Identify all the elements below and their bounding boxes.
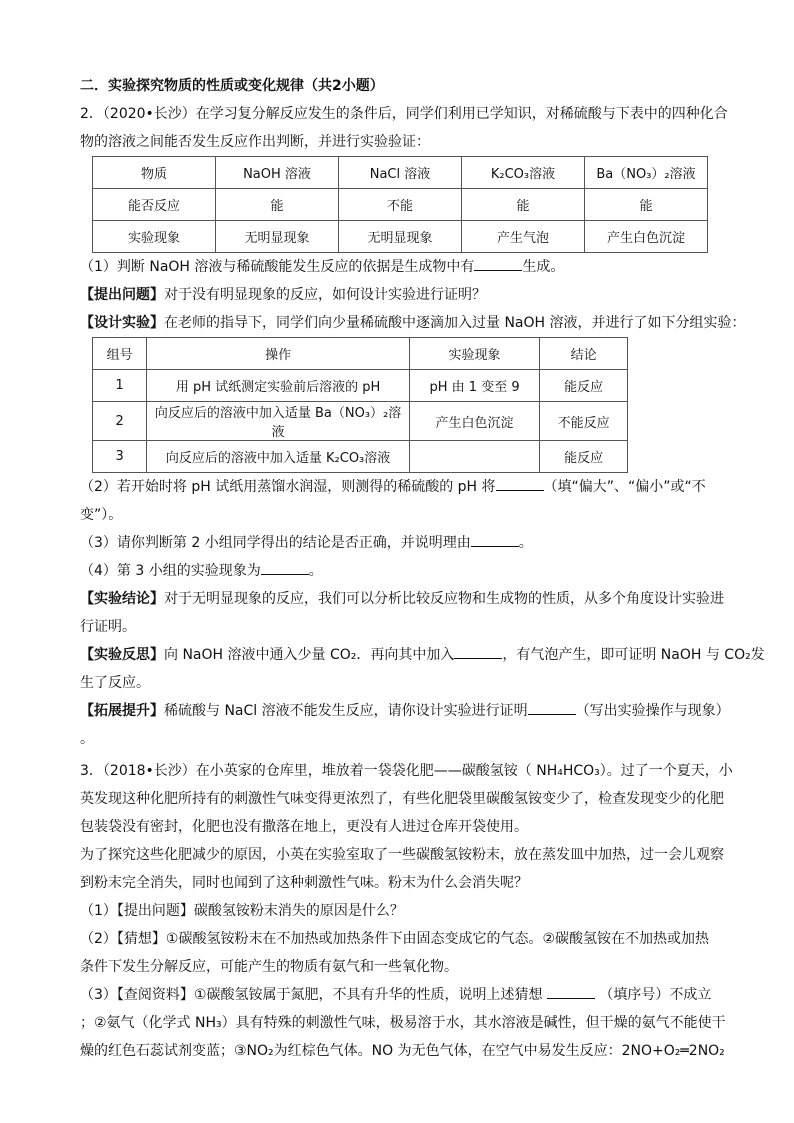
q2-part-4-text: （4）第 3 小组的实验现象为	[80, 563, 261, 579]
reflection-text: 向 NaOH 溶液中通入少量 CO₂．再向其中加入	[164, 647, 455, 663]
table-row	[93, 189, 708, 221]
table-row	[93, 441, 628, 473]
q2-part-4-tail: 。	[308, 563, 323, 579]
document-page	[80, 70, 765, 1065]
table-header-cell: NaOH 溶液	[216, 157, 339, 189]
table-header-cell: 物质	[93, 157, 216, 189]
conclusion-line-2: 行证明。	[80, 619, 136, 635]
reflection-line	[80, 641, 765, 669]
table-header-cell: 操作	[147, 338, 409, 370]
table-cell: 无明显现象	[216, 221, 339, 253]
table-cell: 实验现象	[93, 221, 216, 253]
answer-blank[interactable]	[474, 256, 522, 271]
table-header-cell: 结论	[540, 338, 628, 370]
table-cell: 能否反应	[93, 189, 216, 221]
q2-part-2-text: （2）若开始时将 pH 试纸用蒸馏水润湿，则测得的稀硫酸的 pH 将	[80, 479, 496, 495]
answer-blank[interactable]	[454, 644, 502, 659]
design-experiment-line	[80, 309, 746, 337]
table-header-cell: 组号	[93, 338, 147, 370]
q3-line-3: 包装袋没有密封，化肥也没有撒落在地上，更没有人进过仓库开袋使用。	[80, 819, 528, 835]
q2-part-2	[80, 473, 720, 501]
table-cell: 能	[585, 189, 708, 221]
q2-part-1-text: （1）判断 NaOH 溶液与稀硫酸能发生反应的依据是生成物中有	[80, 259, 475, 275]
table-cell: 用 pH 试纸测定实验前后溶液的 pH	[147, 370, 409, 402]
q2-part-3-text: （3）请你判断第 2 小组同学得出的结论是否正确，并说明理由	[80, 535, 471, 551]
table-cell: pH 由 1 变至 9	[409, 370, 540, 402]
q2-part-2-cont: 变”）。	[80, 507, 123, 523]
table-header-row	[93, 157, 708, 189]
reflection-label: 【实验反思】	[80, 647, 164, 663]
table-cell: 能	[216, 189, 339, 221]
q2-part-3-tail: 。	[518, 535, 533, 551]
ask-question-text: 对于没有明显现象的反应，如何设计实验进行证明？	[164, 287, 486, 303]
expansion-text-2: （写出实验操作与现象）	[575, 703, 730, 719]
q2-intro-line-1: 2．（2020•长沙）在学习复分解反应发生的条件后，同学们利用已学知识，对稀硫酸与下表中的四种化合	[80, 106, 728, 122]
answer-blank[interactable]	[547, 984, 595, 999]
answer-blank[interactable]	[471, 532, 519, 547]
conclusion-line	[80, 585, 724, 613]
section-title: 二．实验探究物质的性质或变化规律（共2小题）	[80, 78, 384, 94]
table-cell	[409, 441, 540, 473]
group-experiment-table	[92, 337, 628, 473]
expansion-label: 【拓展提升】	[80, 703, 164, 719]
table-header-cell: K₂CO₃溶液	[462, 157, 585, 189]
ask-question-label: 【提出问题】	[80, 287, 164, 303]
q3-line-2: 英发现这种化肥所持有的刺激性气味变得更浓烈了，有些化肥袋里碳酸氢铵变少了，检查发现变少的化肥	[80, 791, 724, 807]
table-row	[93, 370, 628, 402]
answer-blank[interactable]	[261, 560, 309, 575]
table-cell: 能反应	[540, 370, 628, 402]
q3-line-9	[80, 981, 720, 1009]
expansion-line-2: 。	[80, 731, 94, 747]
table-cell: 3	[93, 441, 147, 473]
table-header-cell: Ba（NO₃）₂溶液	[585, 157, 708, 189]
reflection-line-2: 生了反应。	[80, 675, 150, 691]
q3-line-7: （2）【猜想】①碳酸氢铵粉末在不加热或加热条件下由固态变成它的气态。②碳酸氢铵在不加热或加热	[80, 931, 710, 947]
table-header-row	[93, 338, 628, 370]
q3-line-5: 到粉末完全消失，同时也闻到了这种刺激性气味。粉末为什么会消失呢？	[80, 875, 528, 891]
q3-line-1: 3．（2018•长沙）在小英家的仓库里，堆放着一袋袋化肥——碳酸氢铵（ NH₄HCO₃）。过了一个夏天，小	[80, 763, 733, 779]
table-cell: 能	[462, 189, 585, 221]
expansion-line	[80, 697, 730, 725]
q3-line-9-text: （3）【查阅资料】①碳酸氢铵属于氮肥，不具有升华的性质，说明上述猜想	[80, 987, 543, 1003]
q2-part-1-tail: 生成。	[522, 259, 565, 275]
table-cell: 2	[93, 402, 147, 441]
table-row	[93, 221, 708, 253]
table-cell: 向反应后的溶液中加入适量 K₂CO₃溶液	[147, 441, 409, 473]
table-cell: 产生气泡	[462, 221, 585, 253]
table-cell: 不能反应	[540, 402, 628, 441]
table-header-cell: NaCl 溶液	[339, 157, 462, 189]
q2-part-3	[80, 529, 720, 557]
design-experiment-label: 【设计实验】	[80, 315, 164, 331]
table-cell: 产生白色沉淀	[409, 402, 540, 441]
table-cell: 1	[93, 370, 147, 402]
table-cell: 不能	[339, 189, 462, 221]
answer-blank[interactable]	[496, 476, 544, 491]
q3-line-4: 为了探究这些化肥减少的原因，小英在实验室取了一些碳酸氢铵粉末，放在蒸发皿中加热，过一会儿观察	[80, 847, 724, 863]
table-cell: 能反应	[540, 441, 628, 473]
table-row	[93, 402, 628, 441]
answer-blank[interactable]	[528, 700, 576, 715]
q2-part-2-tail: （填“偏大”、“偏小”或“不	[543, 479, 706, 495]
conclusion-label: 【实验结论】	[80, 591, 164, 607]
table-cell: 向反应后的溶液中加入适量 Ba（NO₃）₂溶液	[147, 402, 409, 441]
conclusion-text: 对于无明显现象的反应，我们可以分析比较反应物和生成物的性质，从多个角度设计实验进	[164, 591, 724, 607]
table-cell: 无明显现象	[339, 221, 462, 253]
design-experiment-text: 在老师的指导下，同学们向少量稀硫酸中逐滴加入过量 NaOH 溶液，并进行了如下分组实验：	[164, 315, 746, 331]
q2-intro-line-2: 物的溶液之间能否发生反应作出判断，并进行实验验证：	[80, 134, 430, 150]
table-cell: 产生白色沉淀	[585, 221, 708, 253]
table-header-cell: 实验现象	[409, 338, 540, 370]
q3-line-8: 条件下发生分解反应，可能产生的物质有氨气和一些氧化物。	[80, 959, 458, 975]
q3-line-11: 燥的红色石蕊试剂变蓝；③NO₂为红棕色气体。NO 为无色气体，在空气中易发生反应：2NO+O₂═2NO₂	[80, 1043, 725, 1059]
q3-line-9-tail: （填序号）不成立	[599, 987, 712, 1003]
q2-part-4	[80, 557, 720, 585]
expansion-text: 稀硫酸与 NaCl 溶液不能发生反应，请你设计实验进行证明	[164, 703, 528, 719]
q2-part-1	[80, 253, 720, 281]
substance-reaction-table	[92, 156, 708, 253]
q3-line-6: （1）【提出问题】碳酸氢铵粉末消失的原因是什么？	[80, 903, 404, 919]
q3-line-10: ；②氨气（化学式 NH₃）具有特殊的刺激性气味，极易溶于水，其水溶液是碱性，但干燥的氨气不能使干	[80, 1015, 726, 1031]
ask-question-line	[80, 281, 720, 309]
reflection-text-2: ，有气泡产生，即可证明 NaOH 与 CO₂发	[502, 647, 765, 663]
